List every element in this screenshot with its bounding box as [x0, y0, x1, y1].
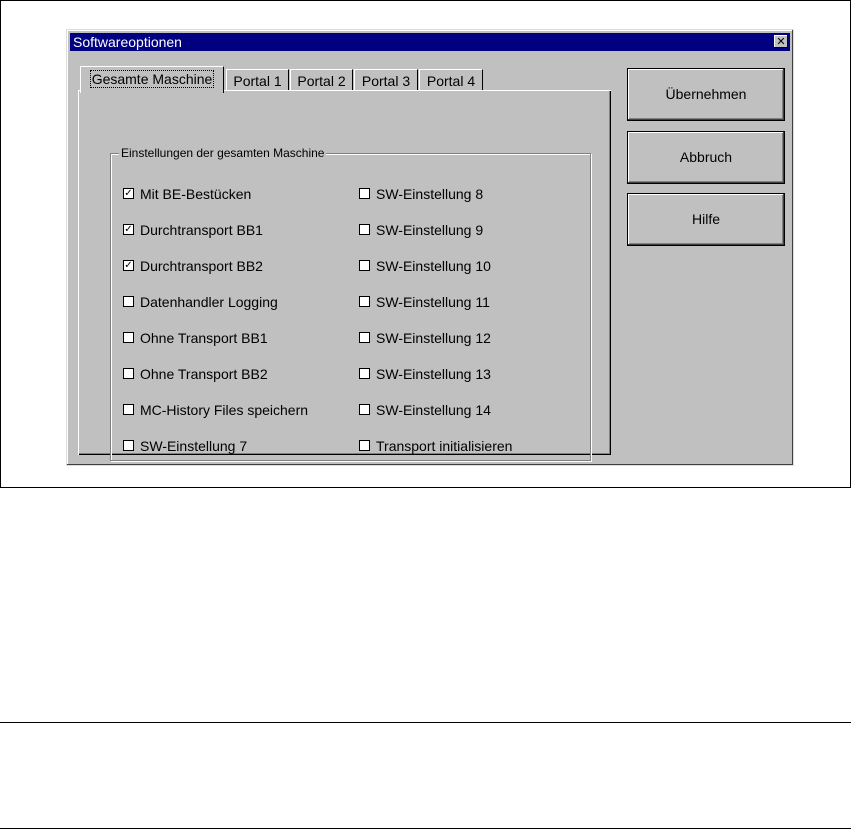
- option-label: MC-History Files speichern: [140, 402, 309, 418]
- option-label: SW-Einstellung 7: [140, 438, 248, 454]
- checkbox[interactable]: [359, 404, 370, 415]
- checkbox[interactable]: [123, 296, 134, 307]
- checkbox[interactable]: [123, 404, 134, 415]
- tab-label: Portal 1: [233, 73, 282, 89]
- option-label: SW-Einstellung 10: [376, 258, 491, 274]
- option-label: SW-Einstellung 11: [376, 294, 490, 310]
- option-label: Ohne Transport BB2: [140, 366, 268, 382]
- checkbox[interactable]: [123, 440, 134, 451]
- checkbox[interactable]: [359, 332, 370, 343]
- tab-gesamte-maschine[interactable]: [80, 66, 224, 93]
- checkbox[interactable]: [359, 296, 370, 307]
- tab-label: Portal 4: [426, 73, 476, 89]
- tab-portal-3[interactable]: [354, 69, 418, 91]
- apply-button[interactable]: Übernehmen: [627, 68, 785, 121]
- group-legend: Einstellungen der gesamten Maschine: [121, 146, 325, 160]
- divider-line: [0, 722, 851, 723]
- option-label: Durchtransport BB2: [140, 258, 263, 274]
- checkbox[interactable]: [359, 188, 370, 199]
- dialog-title: Softwareoptionen: [73, 34, 182, 50]
- tab-panel: [78, 90, 611, 455]
- option-label: Datenhandler Logging: [140, 294, 278, 310]
- tab-label: Portal 2: [297, 73, 346, 89]
- option-label: Transport initialisieren: [376, 438, 513, 454]
- tab-portal-1[interactable]: [226, 69, 289, 91]
- tab-label: Portal 3: [361, 73, 411, 89]
- software-options-dialog: [66, 29, 794, 466]
- option-label: SW-Einstellung 14: [376, 402, 491, 418]
- title-bar[interactable]: [70, 33, 790, 51]
- checkbox[interactable]: [359, 440, 370, 451]
- checkbox[interactable]: [123, 332, 134, 343]
- tab-label: Gesamte Maschine: [91, 71, 213, 87]
- checkbox[interactable]: [359, 368, 370, 379]
- option-label: Ohne Transport BB1: [140, 330, 268, 346]
- tab-portal-4[interactable]: [419, 69, 483, 91]
- tab-portal-2[interactable]: [290, 69, 353, 91]
- help-button[interactable]: Hilfe: [627, 193, 785, 246]
- option-label: SW-Einstellung 13: [376, 366, 491, 382]
- option-label: Mit BE-Bestücken: [140, 186, 252, 202]
- divider-line: [0, 828, 851, 829]
- option-label: SW-Einstellung 9: [376, 222, 484, 238]
- checkbox[interactable]: ✓: [124, 260, 133, 271]
- option-label: SW-Einstellung 8: [376, 186, 484, 202]
- checkbox[interactable]: [123, 368, 134, 379]
- checkbox[interactable]: ✓: [124, 188, 133, 199]
- checkbox[interactable]: [359, 260, 370, 271]
- option-label: Durchtransport BB1: [140, 222, 263, 238]
- checkbox[interactable]: [359, 224, 370, 235]
- option-label: SW-Einstellung 12: [376, 330, 491, 346]
- checkbox[interactable]: ✓: [124, 224, 133, 235]
- close-icon[interactable]: ✕: [774, 35, 788, 48]
- cancel-button[interactable]: Abbruch: [627, 131, 785, 184]
